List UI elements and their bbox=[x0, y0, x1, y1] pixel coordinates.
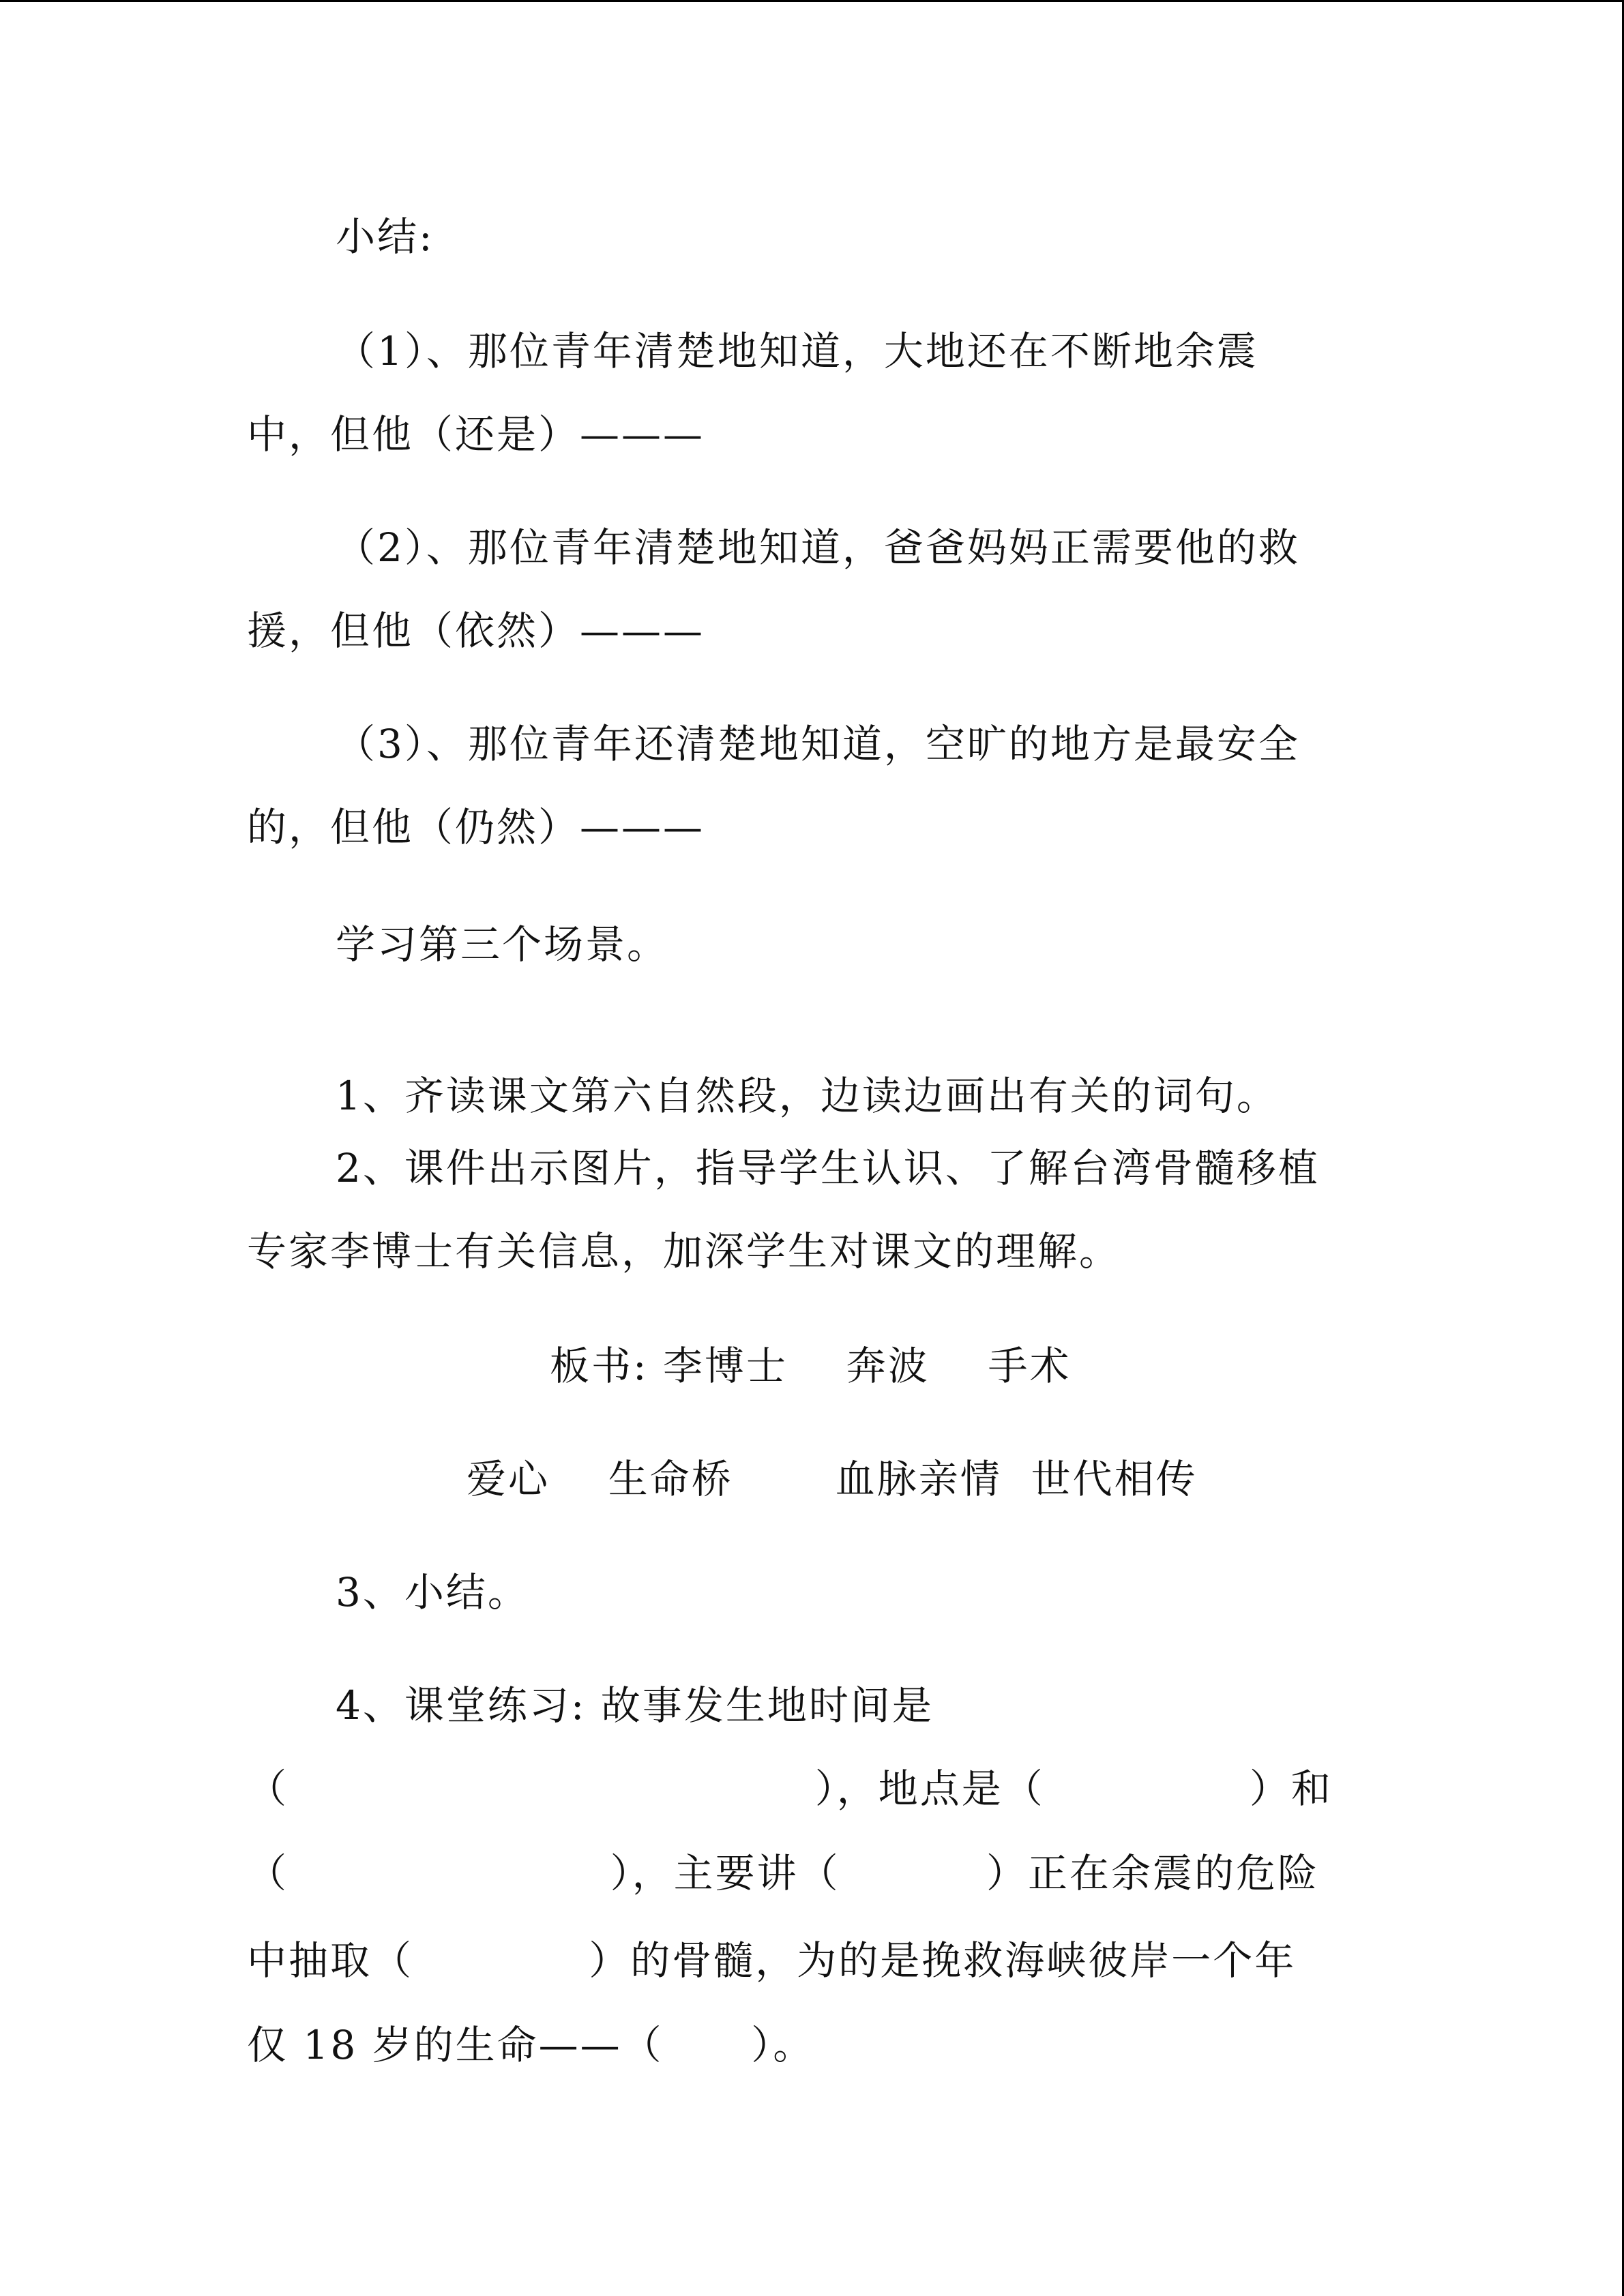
summary-item-2-line-2: 援，但他（依然）——— bbox=[247, 608, 705, 654]
summary-heading: 小结: bbox=[336, 213, 434, 260]
blackboard-line-1: 板书: 李博士 奔波 手术 bbox=[550, 1343, 1072, 1389]
summary-item-1-line-1: （1）、那位青年清楚地知道，大地还在不断地余震 bbox=[336, 328, 1258, 374]
summary-item-3-line-1: （3）、那位青年还清楚地知道，空旷的地方是最安全 bbox=[336, 721, 1300, 767]
exercise-line-2: （ ），地点是（ ）和 bbox=[247, 1765, 1333, 1812]
summary-item-3-line-2: 的，但他（仍然）——— bbox=[247, 804, 705, 850]
step-1: 1、齐读课文第六自然段，边读边画出有关的词句。 bbox=[336, 1073, 1278, 1119]
step-3: 3、小结。 bbox=[336, 1569, 529, 1615]
exercise-line-1: 4、课堂练习: 故事发生地时间是 bbox=[336, 1682, 934, 1729]
exercise-line-4: 中抽取（ ）的骨髓，为的是挽救海峡彼岸一个年 bbox=[247, 1937, 1297, 1984]
summary-item-1-line-2: 中，但他（还是）——— bbox=[247, 411, 705, 458]
exercise-line-5: 仅 18 岁的生命——（ ）。 bbox=[247, 2022, 815, 2068]
exercise-line-3: （ ），主要讲（ ）正在余震的危险 bbox=[247, 1850, 1319, 1896]
page-border-top bbox=[0, 0, 1624, 2]
section-heading-scene-three: 学习第三个场景。 bbox=[336, 921, 669, 968]
step-2-line-2: 专家李博士有关信息，加深学生对课文的理解。 bbox=[247, 1228, 1121, 1274]
step-2-line-1: 2、课件出示图片，指导学生认识、了解台湾骨髓移植 bbox=[336, 1145, 1320, 1191]
blackboard-line-2: 爱心 生命桥 血脉亲情 世代相传 bbox=[467, 1456, 1198, 1502]
summary-item-2-line-1: （2）、那位青年清楚地知道，爸爸妈妈正需要他的救 bbox=[336, 524, 1300, 571]
